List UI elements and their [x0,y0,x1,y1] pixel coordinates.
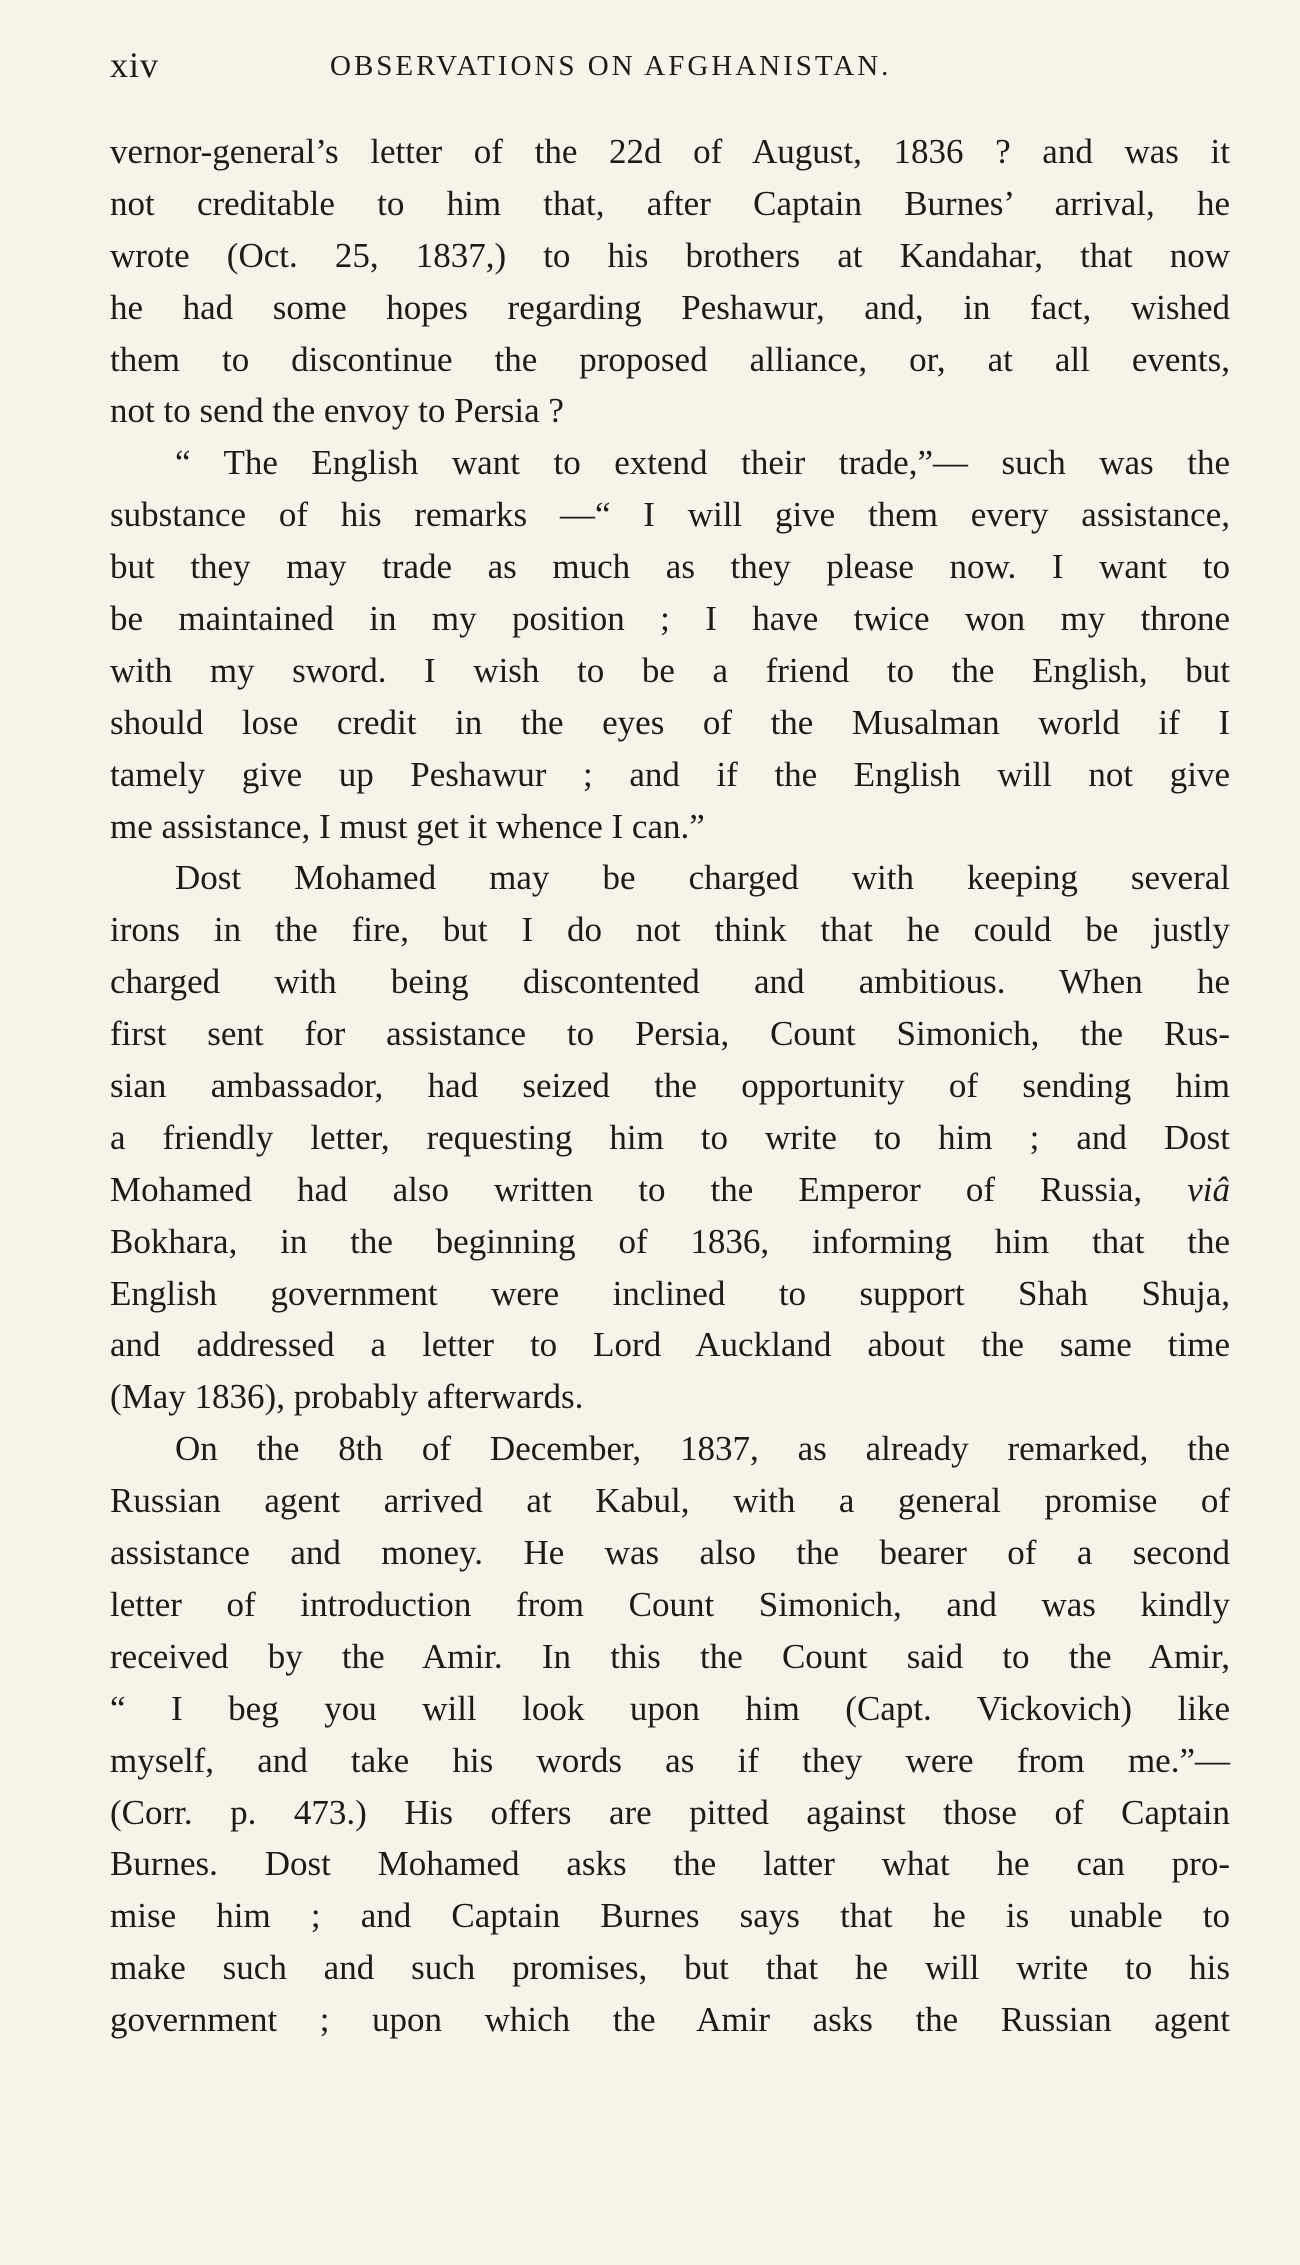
text-line: mise him ; and Captain Burnes says that he is unable to [110,1896,1230,1936]
text-line: Burnes. Dost Mohamed asks the latter what he can pro- [110,1844,1230,1884]
text-line: a friendly letter, requesting him to write to him ; and Dost [110,1117,1230,1157]
text-line: vernor-general’s letter of the 22d of August, 1836 ? and was it [110,132,1230,171]
text-line: substance of his remarks —“ I will give them every assistance, [110,495,1230,535]
text-line: Dost Mohamed may be charged with keeping several [175,858,1230,898]
text-line: not to send the envoy to Persia ? [110,391,564,431]
text-line: them to discontinue the proposed alliance, or, at all events, [110,339,1230,379]
text-line: not creditable to him that, after Captain Burnes’ arrival, he [110,183,1230,223]
text-line: “ The English want to extend their trade,”— such was the [175,443,1230,483]
text-line: tamely give up Peshawur ; and if the English will not give [110,754,1230,794]
text-line-start: Mohamed had also written to the Emperor of Russia, [110,1169,1188,1209]
text-line: Bokhara, in the beginning of 1836, informing him that the [110,1221,1230,1261]
text-line: On the 8th of December, 1837, as already remarked, the [175,1429,1230,1469]
text-line: he had some hopes regarding Peshawur, and, in fact, wished [110,287,1230,327]
page-number: xiv [110,45,160,85]
text-line: irons in the fire, but I do not think that he could be justly [110,910,1230,950]
text-line: make such and such promises, but that he will write to his [110,1948,1230,1988]
text-line: received by the Amir. In this the Count said to the Amir, [110,1636,1230,1676]
text-line: “ I beg you will look upon him (Capt. Vickovich) like [110,1688,1230,1728]
text-line: letter of introduction from Count Simonich, and was kindly [110,1584,1230,1624]
italic-word: viâ [1187,1169,1230,1209]
text-line: but they may trade as much as they please now. I want to [110,547,1230,587]
text-line: assistance and money. He was also the bearer of a second [110,1533,1230,1573]
running-title: OBSERVATIONS ON AFGHANISTAN. [330,50,892,82]
text-line: (Corr. p. 473.) His offers are pitted against those of Captain [110,1792,1230,1832]
text-line: and addressed a letter to Lord Auckland about the same time [110,1325,1230,1365]
text-line: with my sword. I wish to be a friend to the English, but [110,650,1230,690]
text-line: first sent for assistance to Persia, Count Simonich, the Rus- [110,1014,1230,1054]
page-header [110,44,1230,104]
text-line: charged with being discontented and ambitious. When he [110,962,1230,1002]
text-line: be maintained in my position ; I have twice won my throne [110,599,1230,639]
text-line [110,1164,1230,1216]
text-line: sian ambassador, had seized the opportunity of sending him [110,1066,1230,1106]
text-line: myself, and take his words as if they were from me.”— [110,1740,1230,1780]
text-line: me assistance, I must get it whence I can.” [110,806,705,846]
body-text [110,126,1230,2046]
text-line: English government were inclined to support Shah Shuja, [110,1273,1230,1313]
text-line: wrote (Oct. 25, 1837,) to his brothers at Kandahar, that now [110,235,1230,275]
text-line: government ; upon which the Amir asks the Russian agent [110,2000,1230,2040]
text-line: Russian agent arrived at Kabul, with a general promise of [110,1481,1230,1521]
text-line: (May 1836), probably afterwards. [110,1377,584,1417]
text-line: should lose credit in the eyes of the Musalman world if I [110,702,1230,742]
